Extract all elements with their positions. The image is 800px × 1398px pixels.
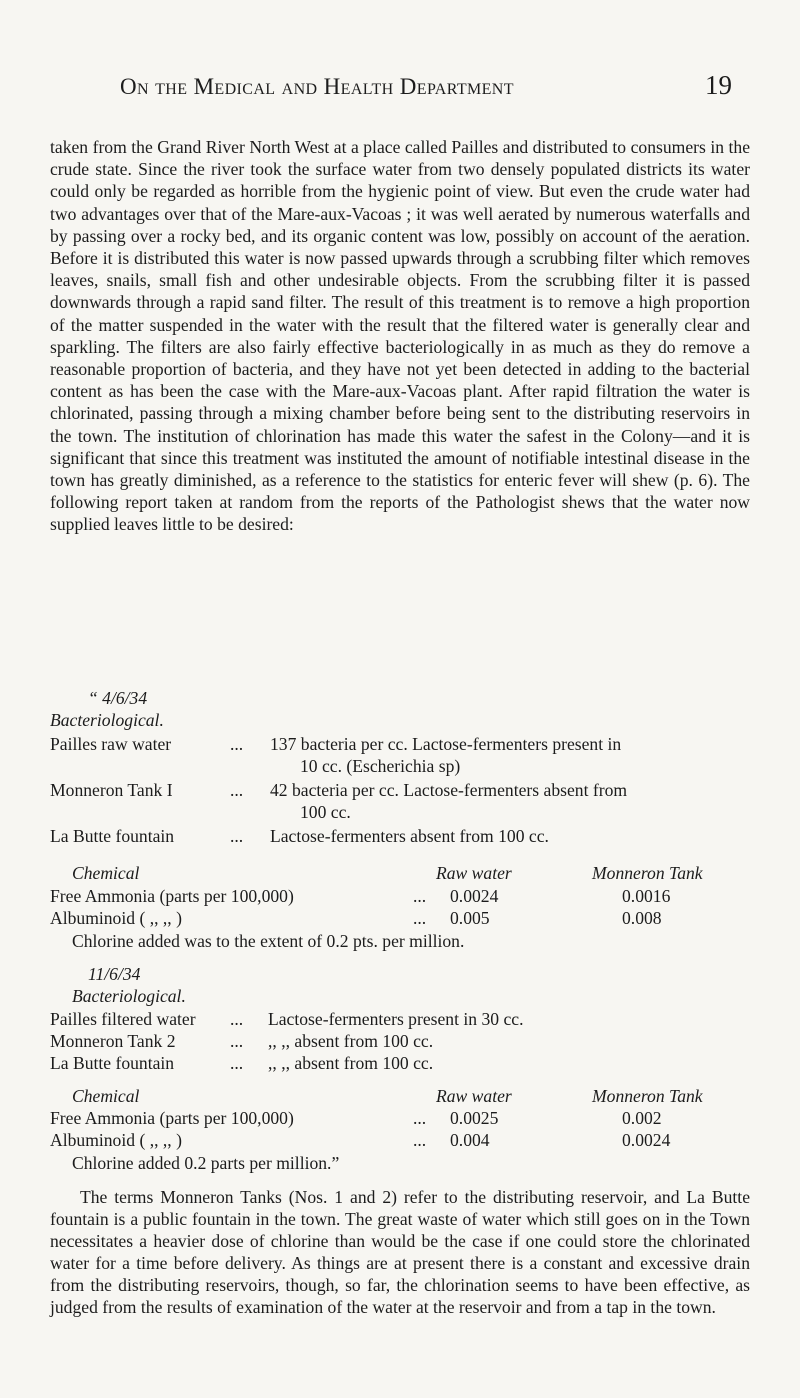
bact-row-dots: ... [230,1031,244,1051]
chem-raw-value: 0.0025 [450,1108,499,1128]
raw-water-column-header: Raw water [436,863,512,883]
chem-row-dots: ... [413,1130,427,1150]
bact-row-dots: ... [230,734,244,754]
monneron-tank-column-header: Monneron Tank [592,863,703,883]
bact-row-dots: ... [230,826,244,846]
chem-row-label: Free Ammonia (parts per 100,000) [50,886,294,906]
chem-row-label: Albuminoid ( ,, ,, ) [50,1130,182,1150]
chem-raw-value: 0.0024 [450,886,499,906]
chem-tank-value: 0.002 [622,1108,662,1128]
chlorine-note: Chlorine added 0.2 parts per million.” [72,1153,340,1173]
chem-row-label: Free Ammonia (parts per 100,000) [50,1108,294,1128]
report-date: “ 4/6/34 [88,688,148,708]
chemical-heading: Chemical [72,1086,140,1106]
chem-row-dots: ... [413,908,427,928]
bact-row-dots: ... [230,1053,244,1073]
bact-row-result: 137 bacteria per cc. Lactose-fermenters present in [270,734,622,754]
chem-raw-value: 0.005 [450,908,490,928]
bact-row-label: Monneron Tank 2 [50,1031,176,1051]
bact-row-result-cont: 10 cc. (Escherichia sp) [300,756,461,776]
chem-tank-value: 0.0016 [622,886,671,906]
bact-row-label: Monneron Tank I [50,780,173,800]
chem-row-dots: ... [413,1108,427,1128]
closing-paragraph: The terms Monneron Tanks (Nos. 1 and 2) refer to the distributing reservoir, and La Butte fountain is a public fountain in the town. The great waste of water which still goes on in the Town necessitates a heavier dose of chlorine than would be the case if one could store the chlorinated water for a time before delivery. As things are at present there is a constant and excessive drain from the distributing reservoirs, though, so far, the chlorination seems to have been effective, as judged from the results of examination of the water at the reservoir and from a tap in the town. [50,1187,750,1317]
report-date: 11/6/34 [88,964,141,984]
intro-paragraph: taken from the Grand River North West at a place called Pailles and distributed to consumers in the crude state. Since the river took the surface water from two densely populated districts its water could only be regarded as horrible from the hygienic point of view. But even the crude water had two advantages over that of the Mare-aux-Vacoas ; it was well aerated by numerous waterfalls and by passing over a rocky bed, and its organic content was low, possibly on account of the aeration. Before it is distributed this water is now passed upwards through a scrubbing filter which removes leaves, snails, small fish and other undesirable objects. From the scrubbing filter it is passed downwards through a rapid sand filter. The result of this treatment is to remove a high proportion of the matter suspended in the water with the result that the filtered water is generally clear and sparkling. The filters are also fairly effective bacteriologically in as much as they do remove a reasonable proportion of bacteria, and they have not yet been detected in adding to the bacterial content as has been the case with the Mare-aux-Vacoas plant. After rapid filtration the water is chlorinated, passing through a mixing chamber before being sent to the distributing reservoirs in the town. The institution of chlorination has made this water the safest in the Colony—and it is significant that since this treatment was instituted the amount of notifiable intestinal disease in the town has greatly diminished, as a reference to the statistics for enteric fever will shew (p. 6). The following report taken at random from the reports of the Pathologist shews that the water now supplied leaves little to be desired: [50,137,750,535]
running-header: On the Medical and Health Department [120,74,514,99]
bacteriological-heading: Bacteriological. [50,710,164,730]
chlorine-note: Chlorine added was to the extent of 0.2 pts. per million. [72,931,465,951]
bact-row-label: Pailles filtered water [50,1009,196,1029]
chem-tank-value: 0.0024 [622,1130,671,1150]
bact-row-label: La Butte fountain [50,1053,175,1073]
bact-row-result: Lactose-fermenters absent from 100 cc. [270,826,549,846]
bact-row-result: ,, ,, absent from 100 cc. [268,1031,434,1051]
raw-water-column-header: Raw water [436,1086,512,1106]
chem-raw-value: 0.004 [450,1130,490,1150]
chem-tank-value: 0.008 [622,908,662,928]
bact-row-dots: ... [230,1009,244,1029]
bact-row-result: ,, ,, absent from 100 cc. [268,1053,434,1073]
bact-row-dots: ... [230,780,244,800]
bact-row-result: Lactose-fermenters present in 30 cc. [268,1009,524,1029]
bact-row-label: La Butte fountain [50,826,175,846]
chem-row-label: Albuminoid ( ,, ,, ) [50,908,182,928]
chemical-heading: Chemical [72,863,140,883]
bact-row-result: 42 bacteria per cc. Lactose-fermenters absent from [270,780,628,800]
page-number: 19 [705,70,732,100]
chem-row-dots: ... [413,886,427,906]
monneron-tank-column-header: Monneron Tank [592,1086,703,1106]
bact-row-result-cont: 100 cc. [300,802,351,822]
bact-row-label: Pailles raw water [50,734,172,754]
bacteriological-heading: Bacteriological. [72,986,186,1006]
